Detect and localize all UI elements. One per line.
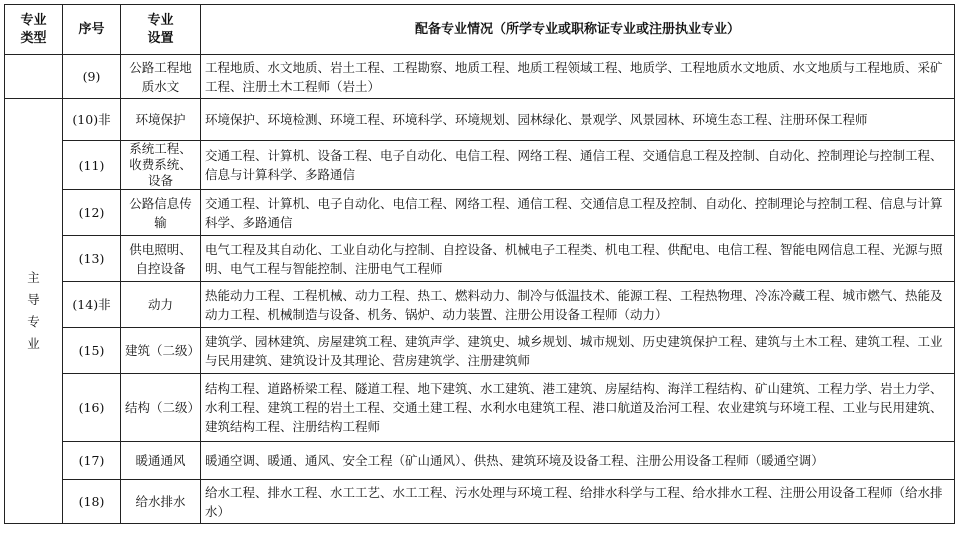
type-cell-main xyxy=(5,99,63,524)
table-row xyxy=(5,236,955,282)
row-desc: 热能动力工程、工程机械、动力工程、热工、燃料动力、制冷与低温技术、能源工程、工程热物理、冷冻冷藏工程、城市燃气、热能及动力工程、机械制造与设备、机务、锅炉、动力装置、注册公用设备工程师（动力） xyxy=(201,282,955,328)
header-setting-line1: 专业 xyxy=(147,12,174,28)
type-cell-empty xyxy=(5,55,63,99)
row-setting: 供电照明、自控设备 xyxy=(121,236,201,282)
header-type xyxy=(5,5,63,55)
row-setting: 暖通通风 xyxy=(121,442,201,480)
row-setting: 公路工程地质水文 xyxy=(121,55,201,99)
row-desc: 工程地质、水文地质、岩土工程、工程勘察、地质工程、地质工程领域工程、地质学、工程地质水文地质、水文地质与工程地质、采矿工程、注册土木工程师（岩土） xyxy=(201,55,955,99)
table-row xyxy=(5,141,955,190)
header-setting xyxy=(121,5,201,55)
row-setting: 建筑（二级） xyxy=(121,328,201,374)
row-desc: 环境保护、环境检测、环境工程、环境科学、环境规划、园林绿化、景观学、风景园林、环境生态工程、注册环保工程师 xyxy=(201,99,955,141)
row-seq: (13) xyxy=(63,236,121,282)
header-row xyxy=(5,5,955,55)
row-setting: 公路信息传输 xyxy=(121,190,201,236)
header-setting-line2: 设置 xyxy=(147,30,174,46)
table-row xyxy=(5,442,955,480)
row-desc: 交通工程、计算机、电子自动化、电信工程、网络工程、通信工程、交通信息工程及控制、自动化、控制理论与控制工程、信息与计算科学、多路通信 xyxy=(201,190,955,236)
row-desc: 给水工程、排水工程、水工工艺、水工工程、污水处理与环境工程、给排水科学与工程、给水排水工程、注册公用设备工程师（给水排水） xyxy=(201,480,955,524)
table-row xyxy=(5,480,955,524)
header-type-line2: 类型 xyxy=(20,30,47,46)
table-row xyxy=(5,99,955,141)
row-seq: (14)非 xyxy=(63,282,121,328)
row-setting: 给水排水 xyxy=(121,480,201,524)
row-seq: (12) xyxy=(63,190,121,236)
row-seq: (9) xyxy=(63,55,121,99)
row-seq: (10)非 xyxy=(63,99,121,141)
row-seq: (16) xyxy=(63,374,121,442)
row-seq: (11) xyxy=(63,141,121,190)
header-seq: 序号 xyxy=(63,5,121,55)
row-desc: 建筑学、园林建筑、房屋建筑工程、建筑声学、建筑史、城乡规划、城市规划、历史建筑保护工程、建筑与土木工程、建筑工程、工业与民用建筑、建筑设计及其理论、营房建筑学、注册建筑师 xyxy=(201,328,955,374)
table-row xyxy=(5,282,955,328)
row-seq: (17) xyxy=(63,442,121,480)
row-seq: (15) xyxy=(63,328,121,374)
row-setting: 系统工程、收费系统、设备 xyxy=(121,141,201,190)
row-desc: 电气工程及其自动化、工业自动化与控制、自控设备、机械电子工程类、机电工程、供配电、电信工程、智能电网信息工程、光源与照明、电气工程与智能控制、注册电气工程师 xyxy=(201,236,955,282)
table-row xyxy=(5,55,955,99)
qualification-table xyxy=(4,4,955,524)
row-setting: 动力 xyxy=(121,282,201,328)
table-row xyxy=(5,190,955,236)
row-desc: 暖通空调、暖通、通风、安全工程（矿山通风）、供热、建筑环境及设备工程、注册公用设备工程师（暖通空调） xyxy=(201,442,955,480)
table-row xyxy=(5,328,955,374)
row-desc: 交通工程、计算机、设备工程、电子自动化、电信工程、网络工程、通信工程、交通信息工程及控制、自动化、控制理论与控制工程、信息与计算科学、多路通信 xyxy=(201,141,955,190)
group-label: 主导专业 xyxy=(27,270,40,351)
row-seq: (18) xyxy=(63,480,121,524)
row-desc: 结构工程、道路桥梁工程、隧道工程、地下建筑、水工建筑、港工建筑、房屋结构、海洋工程结构、矿山建筑、工程力学、岩土力学、水利工程、建筑工程的岩土工程、交通土建工程、水利水电建筑工程、港口航道及治河工程、农业建筑与环境工程、工业与民用建筑、建筑结构工程、注册结构工程师 xyxy=(201,374,955,442)
row-setting: 结构（二级） xyxy=(121,374,201,442)
header-desc: 配备专业情况（所学专业或职称证专业或注册执业专业） xyxy=(201,5,955,55)
table-row xyxy=(5,374,955,442)
header-type-line1: 专业 xyxy=(20,12,47,28)
row-setting: 环境保护 xyxy=(121,99,201,141)
